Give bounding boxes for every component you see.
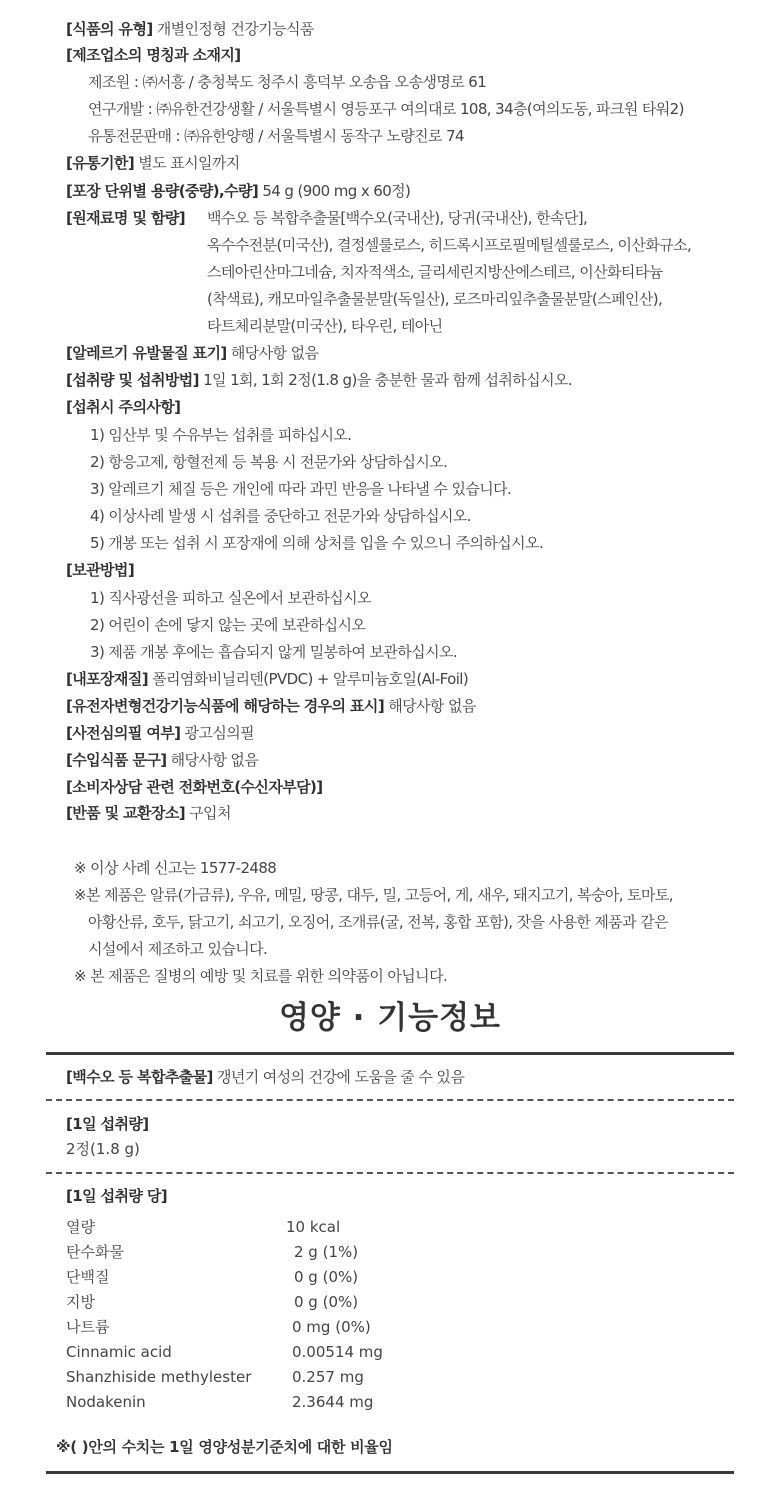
food-type-label: [식품의 유형] xyxy=(66,20,153,38)
divider-dashed xyxy=(46,1099,734,1101)
maker-line: 연구개발 : ㈜유한건강생활 / 서울특별시 영등포구 여의대로 108, 34층(여의도동, 파크원 타워2) xyxy=(88,100,684,118)
function-label: [백수오 등 복합추출물] xyxy=(66,1068,213,1086)
return-value: 구입처 xyxy=(189,804,231,822)
ingredients-line: (착색료), 캐모마일추출물분말(독일산), 로즈마리잎추출물분말(스페인산), xyxy=(207,290,663,308)
intake-row xyxy=(66,369,572,391)
food-type-row xyxy=(66,18,314,40)
daily-label-text: [1일 섭취량] xyxy=(66,1115,149,1133)
preview-label: [사전심의필 여부] xyxy=(66,724,181,742)
storage-item: 3) 제품 개봉 후에는 흡습되지 않게 밀봉하여 보관하십시오. xyxy=(90,643,458,661)
ingredients-line: 백수오 등 복합추출물[백수오(국내산), 당귀(국내산), 한속단], xyxy=(207,209,588,227)
ingredients-line: 옥수수전분(미국산), 결정셀룰로스, 히드록시프로필메틸셀룰로스, 이산화규소, xyxy=(207,236,692,254)
nutrient-value: 0.257 mg xyxy=(292,1368,364,1386)
daily-label xyxy=(66,1113,149,1135)
caution-item: 5) 개봉 또는 섭취 시 포장재에 의해 상처를 입을 수 있으니 주의하십시오. xyxy=(90,534,544,552)
maker-line: 유통전문판매 : ㈜유한양행 / 서울특별시 동작구 노량진로 74 xyxy=(88,127,464,145)
storage-item: 1) 직사광선을 피하고 실온에서 보관하십시오 xyxy=(90,589,371,607)
return-row xyxy=(66,802,231,824)
package-value: 54 g (900 mg x 60정) xyxy=(262,182,411,200)
inner-pack-value: 폴리염화비닐리덴(PVDC) + 알루미늄호일(Al-Foil) xyxy=(152,670,469,688)
note-line: ※ 이상 사례 신고는 1577-2488 xyxy=(74,859,277,877)
caution-item: 2) 항응고제, 항혈전제 등 복용 시 전문가와 상담하십시오. xyxy=(90,453,448,471)
note-line: 시설에서 제조하고 있습니다. xyxy=(88,940,268,958)
function-value: 갱년기 여성의 건강에 도움을 줄 수 있음 xyxy=(216,1068,465,1086)
consumer-row xyxy=(66,776,323,798)
nutrient-name: Cinnamic acid xyxy=(66,1343,172,1361)
nutrient-value: 0.00514 mg xyxy=(292,1343,383,1361)
nutrition-footnote: ※( )안의 수치는 1일 영양성분기준치에 대한 비율임 xyxy=(56,1438,393,1456)
nutrient-name: 지방 xyxy=(66,1293,95,1311)
caution-item: 4) 이상사례 발생 시 섭취를 중단하고 전문가와 상담하십시오. xyxy=(90,507,471,525)
divider-top xyxy=(46,1052,734,1055)
caution-item: 1) 임산부 및 수유부는 섭취를 피하십시오. xyxy=(90,426,352,444)
nutrient-name: 나트륨 xyxy=(66,1318,110,1336)
gmo-value: 해당사항 없음 xyxy=(388,697,476,715)
caution-item: 3) 알레르기 체질 등은 개인에 따라 과민 반응을 나타낼 수 있습니다. xyxy=(90,480,512,498)
package-row xyxy=(66,180,410,202)
gmo-label: [유전자변형건강기능식품에 해당하는 경우의 표시] xyxy=(66,697,385,715)
import-label: [수입식품 문구] xyxy=(66,751,167,769)
nutrient-value: 0 g (0%) xyxy=(294,1293,359,1311)
ingredients-line: 스테아린산마그네슘, 치자적색소, 글리세린지방산에스테르, 이산화티타늄 xyxy=(207,263,663,281)
import-value: 해당사항 없음 xyxy=(170,751,259,769)
package-label: [포장 단위별 용량(중량),수량] xyxy=(66,182,259,200)
nutrition-title: 영양 · 기능정보 xyxy=(278,1000,502,1036)
nutrient-name: Shanzhiside methylester xyxy=(66,1368,252,1386)
intake-label: [섭취량 및 섭취방법] xyxy=(66,371,199,389)
food-type-value: 개별인정형 건강기능식품 xyxy=(156,20,314,38)
note-line: 아황산류, 호두, 닭고기, 쇠고기, 오징어, 조개류(굴, 전복, 홍합 포함), 잣을 사용한 제품과 같은 xyxy=(88,913,669,931)
expiry-value: 별도 표시일까지 xyxy=(138,154,240,172)
maker-line: 제조원 : ㈜서흥 / 충청북도 청주시 흥덕부 오송읍 오송생명로 61 xyxy=(88,73,487,91)
gmo-row xyxy=(66,695,476,717)
preview-row xyxy=(66,722,254,744)
inner-pack-label: [내포장재질] xyxy=(66,670,148,688)
divider-bottom xyxy=(46,1471,734,1474)
maker-row xyxy=(66,44,241,66)
nutrient-name: 단백질 xyxy=(66,1268,110,1286)
per-label-text: [1일 섭취량 당] xyxy=(66,1187,168,1205)
note-line: ※본 제품은 알류(가금류), 우유, 메밀, 땅콩, 대두, 밀, 고등어, 게, 새우, 돼지고기, 복숭아, 토마토, xyxy=(74,886,673,904)
nutrient-name: 탄수화물 xyxy=(66,1243,124,1261)
nutrient-value: 2.3644 mg xyxy=(292,1393,374,1411)
import-row xyxy=(66,749,258,771)
maker-label: [제조업소의 명칭과 소재지] xyxy=(66,46,241,64)
preview-value: 광고심의필 xyxy=(184,724,254,742)
expiry-label: [유통기한] xyxy=(66,154,135,172)
nutrient-name: 열량 xyxy=(66,1218,95,1236)
caution-label: [섭취시 주의사항] xyxy=(66,398,181,416)
inner-pack-row xyxy=(66,668,468,690)
return-label: [반품 및 교환장소] xyxy=(66,804,185,822)
storage-row xyxy=(66,559,134,581)
nutrient-name: Nodakenin xyxy=(66,1393,146,1411)
caution-row xyxy=(66,396,180,418)
nutrient-value: 0 mg (0%) xyxy=(292,1318,371,1336)
ingredients-row xyxy=(66,207,185,229)
consumer-label: [소비자상담 관련 전화번호(수신자부담)] xyxy=(66,778,323,796)
allergy-value: 해당사항 없음 xyxy=(230,344,319,362)
daily-value: 2정(1.8 g) xyxy=(66,1140,140,1158)
divider-dashed xyxy=(46,1172,734,1174)
nutrient-value: 2 g (1%) xyxy=(294,1243,359,1261)
nutrient-value: 0 g (0%) xyxy=(294,1268,359,1286)
storage-item: 2) 어린이 손에 닿지 않는 곳에 보관하십시오 xyxy=(90,616,366,634)
nutrient-value: 10 kcal xyxy=(286,1218,341,1236)
note-line: ※ 본 제품은 질병의 예방 및 치료를 위한 의약품이 아닙니다. xyxy=(74,967,448,985)
intake-value: 1일 1회, 1회 2정(1.8 g)을 충분한 물과 함께 섭취하십시오. xyxy=(203,371,573,389)
function-row xyxy=(66,1066,464,1088)
expiry-row xyxy=(66,152,240,174)
allergy-label: [알레르기 유발물질 표기] xyxy=(66,344,227,362)
ingredients-label: [원재료명 및 함량] xyxy=(66,209,185,227)
ingredients-line: 타트체리분말(미국산), 타우린, 테아닌 xyxy=(207,317,443,335)
allergy-row xyxy=(66,342,318,364)
storage-label: [보관방법] xyxy=(66,561,135,579)
per-label xyxy=(66,1185,167,1207)
